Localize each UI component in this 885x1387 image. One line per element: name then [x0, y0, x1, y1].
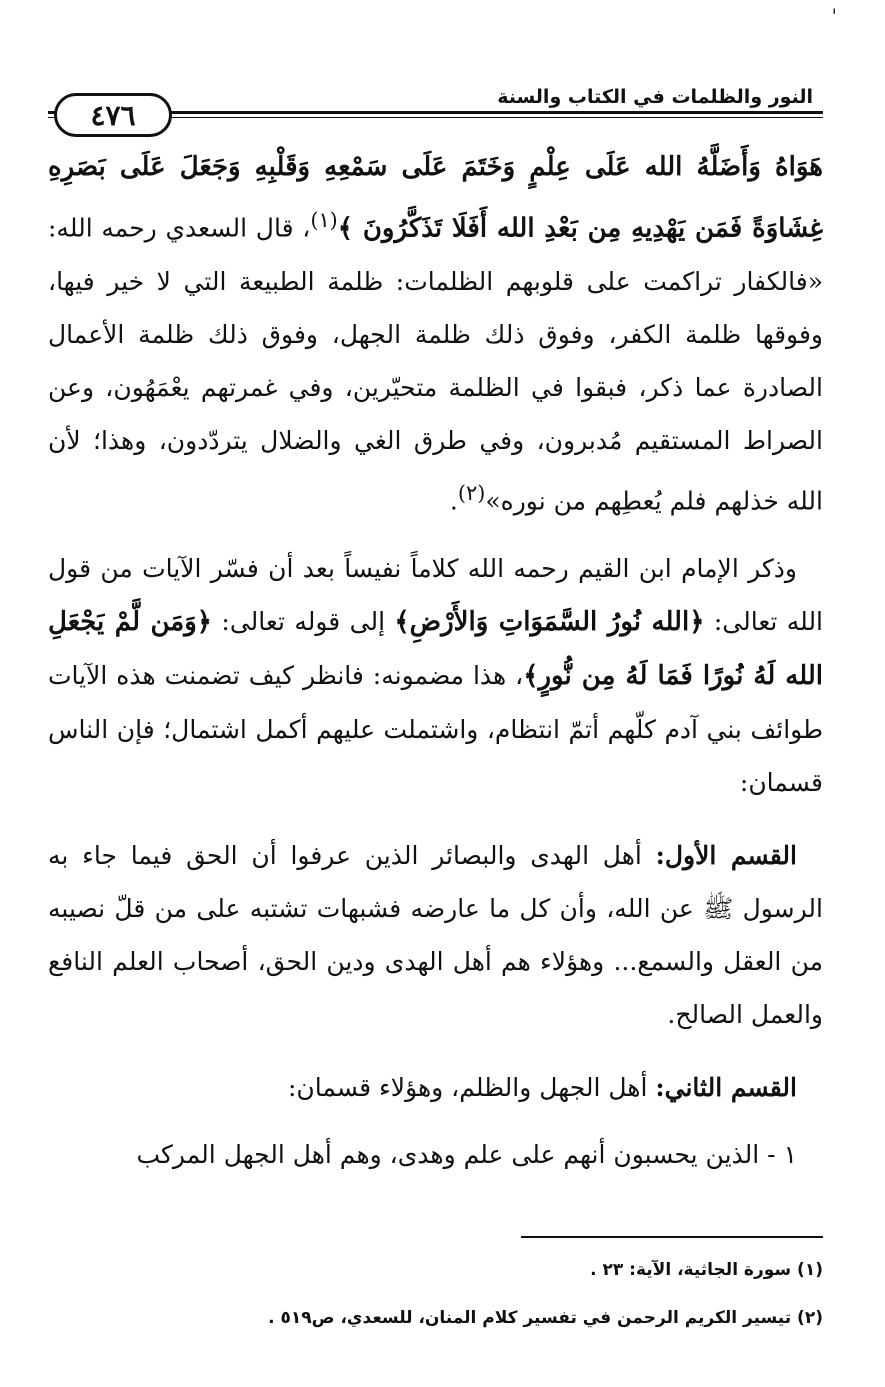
- footnote-2: (٢) تيسير الكريم الرحمن في تفسير كلام المنان، للسعدي، ص٥١٩ .: [268, 1308, 823, 1328]
- ibn-qayyim-connector: إلى قوله تعالى:: [221, 606, 386, 636]
- second-category-text: أهل الجهل والظلم، وهؤلاء قسمان:: [288, 1072, 648, 1102]
- paragraph-first-category: [48, 829, 823, 1041]
- footnote-1: (١) سورة الجاثية، الآية: ٢٣ .: [590, 1260, 823, 1280]
- paragraph-saadi-quote: [48, 140, 823, 528]
- paragraph-ibn-qayyim: [48, 542, 823, 809]
- book-page: [48, 0, 837, 1387]
- footnote-ref-1[interactable]: (١): [310, 208, 338, 232]
- footnotes: [48, 1246, 823, 1342]
- page-number: ٤٧٦: [90, 98, 136, 132]
- corner-mark: ': [831, 4, 837, 28]
- ibn-qayyim-summary: ، هذا مضمونه: فانظر كيف تضمنت هذه الآيات طوائف بني آدم كلّهم أتمّ انتظام، واشتملت عليهم أكمل اشتمال؛ فإن الناس قسمان:: [48, 660, 823, 797]
- second-category-heading: القسم الثاني:: [655, 1072, 797, 1102]
- first-category-heading: القسم الأول:: [655, 840, 797, 870]
- quran-verse-light: ﴿الله نُورُ السَّمَوَاتِ وَالأَرْضِ﴾: [394, 606, 705, 637]
- saadi-quote-text: ، قال السعدي رحمه الله: «فالكفار تراكمت على قلوبهم الظلمات: ظلمة الطبيعة التي لا خير فيها، وفوقها ظلمة الكفر، وفوق ذلك ظلمة الجهل، وفوق ذلك ظلمة الأعمال الصادرة عما ذكر، فبقوا في الظلمة متحيّرين، وفي غمرتهم يعْمَهُون، وعن الصراط المستقيم مُدبرون، وفي طرق الغي والضلال يتردّدون، وهذا؛ لأن الله خذلهم فلم يُعطِهم من نوره»: [48, 213, 823, 516]
- quran-verse-no-light: ﴿وَمَن لَّمْ يَجْعَلِ الله لَهُ نُورًا فَمَا لَهُ مِن نُّورٍ﴾: [48, 606, 823, 691]
- main-text: [48, 140, 823, 1181]
- quran-verse: هَوَاهُ وَأَضَلَّهُ الله عَلَى عِلْمٍ وَخَتَمَ عَلَى سَمْعِهِ وَقَلْبِهِ وَجَعَلَ عَلَى بَصَرِهِ غِشَاوَةً فَمَن يَهْدِيهِ مِن بَعْدِ الله أَفَلَا تَذَكَّرُونَ ﴾: [48, 152, 823, 244]
- list-item-1-text: ١ - الذين يحسبون أنهم على علم وهدى، وهم أهل الجهل المركب: [136, 1139, 797, 1169]
- page-number-badge: [54, 93, 172, 137]
- ibn-qayyim-intro: وذكر الإمام ابن القيم رحمه الله كلاماً نفيساً بعد أن فسّر الآيات من قول الله تعالى:: [48, 553, 824, 636]
- paragraph-second-category: [48, 1061, 823, 1114]
- paragraph-list-item-1: [48, 1128, 823, 1181]
- first-category-text: أهل الهدى والبصائر الذين عرفوا أن الحق فيما جاء به الرسول ﷺ عن الله، وأن كل ما عارضه فشبهات تشتبه على من قلّ نصيبه من العقل والسمع... وهؤلاء هم أهل الهدى ودين الحق، أصحاب العلم النافع والعمل الصالح.: [48, 840, 823, 1029]
- footnote-ref-2[interactable]: (٢): [457, 481, 486, 506]
- paragraph-end: .: [449, 486, 458, 516]
- running-title: النور والظلمات في الكتاب والسنة: [497, 86, 813, 108]
- footnote-separator: [521, 1236, 823, 1238]
